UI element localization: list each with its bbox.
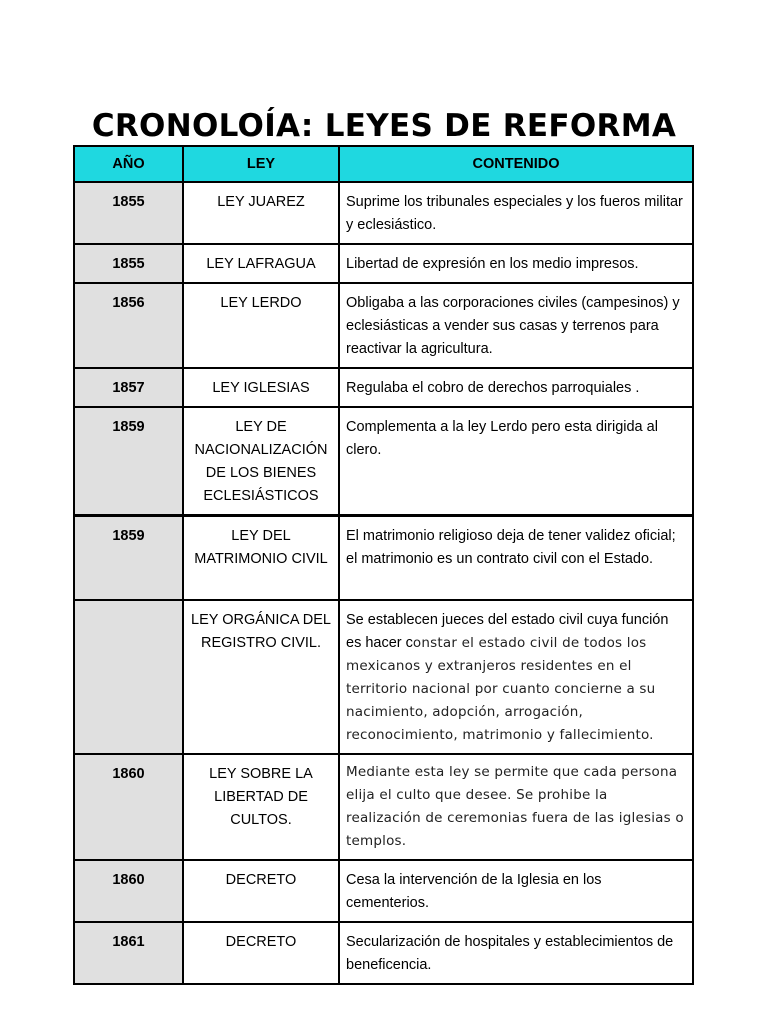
year-cell (74, 600, 183, 754)
content-cell: Complementa a la ley Lerdo pero esta dirigida al clero. (339, 407, 693, 516)
law-cell: LEY SOBRE LA LIBERTAD DE CULTOS. (183, 754, 339, 860)
header-law: LEY (183, 146, 339, 182)
year-cell: 1860 (74, 754, 183, 860)
year-cell: 1859 (74, 407, 183, 516)
year-cell: 1860 (74, 860, 183, 922)
year-cell: 1855 (74, 182, 183, 244)
page-title: CRONOLOÍA: LEYES DE REFORMA (91, 108, 677, 144)
year-cell: 1857 (74, 368, 183, 407)
content-text-part: onstar el estado civil de todos los mexicanos y extranjeros residentes en el territorio nacional por cuanto concierne a su nacimiento, adopción, arrogación, reconocimiento, matrimonio y fallecimiento. (346, 634, 656, 743)
reform-laws-table (73, 145, 694, 985)
law-cell: LEY DEL MATRIMONIO CIVIL (183, 516, 339, 600)
law-cell: LEY LERDO (183, 283, 339, 368)
content-cell: Suprime los tribunales especiales y los fueros militar y eclesiástico. (339, 182, 693, 244)
table-row (74, 600, 693, 754)
content-cell: Cesa la intervención de la Iglesia en los cementerios. (339, 860, 693, 922)
law-cell: LEY DE NACIONALIZACIÓN DE LOS BIENES ECLESIÁSTICOS (183, 407, 339, 516)
law-cell: LEY IGLESIAS (183, 368, 339, 407)
table-row (74, 244, 693, 283)
content-cell: Regulaba el cobro de derechos parroquiales . (339, 368, 693, 407)
table-row (74, 516, 693, 600)
year-cell: 1859 (74, 516, 183, 600)
table-row (74, 922, 693, 984)
table-row (74, 182, 693, 244)
content-cell (339, 754, 693, 860)
year-cell: 1856 (74, 283, 183, 368)
content-cell: Secularización de hospitales y establecimientos de beneficencia. (339, 922, 693, 984)
table-row (74, 754, 693, 860)
header-content: CONTENIDO (339, 146, 693, 182)
year-cell: 1861 (74, 922, 183, 984)
content-cell: El matrimonio religioso deja de tener validez oficial; el matrimonio es un contrato civil con el Estado. (339, 516, 693, 600)
content-cell: Libertad de expresión en los medio impresos. (339, 244, 693, 283)
law-cell: LEY LAFRAGUA (183, 244, 339, 283)
table-row (74, 407, 693, 516)
table-row (74, 283, 693, 368)
law-cell: LEY JUAREZ (183, 182, 339, 244)
law-cell: DECRETO (183, 860, 339, 922)
table-row (74, 860, 693, 922)
header-year: AÑO (74, 146, 183, 182)
law-cell: LEY ORGÁNICA DEL REGISTRO CIVIL. (183, 600, 339, 754)
content-text: Mediante esta ley se permite que cada persona elija el culto que desee. Se prohibe la realización de ceremonias fuera de las iglesias o templos. (346, 763, 684, 849)
table-header-row (74, 146, 693, 182)
content-cell: Obligaba a las corporaciones civiles (campesinos) y eclesiásticas a vender sus casas y terrenos para reactivar la agricultura. (339, 283, 693, 368)
content-text-part: Se establecen jueces del estado civil cuya función es hacer c (346, 611, 669, 651)
year-cell: 1855 (74, 244, 183, 283)
table-row (74, 368, 693, 407)
law-cell: DECRETO (183, 922, 339, 984)
content-cell (339, 600, 693, 754)
